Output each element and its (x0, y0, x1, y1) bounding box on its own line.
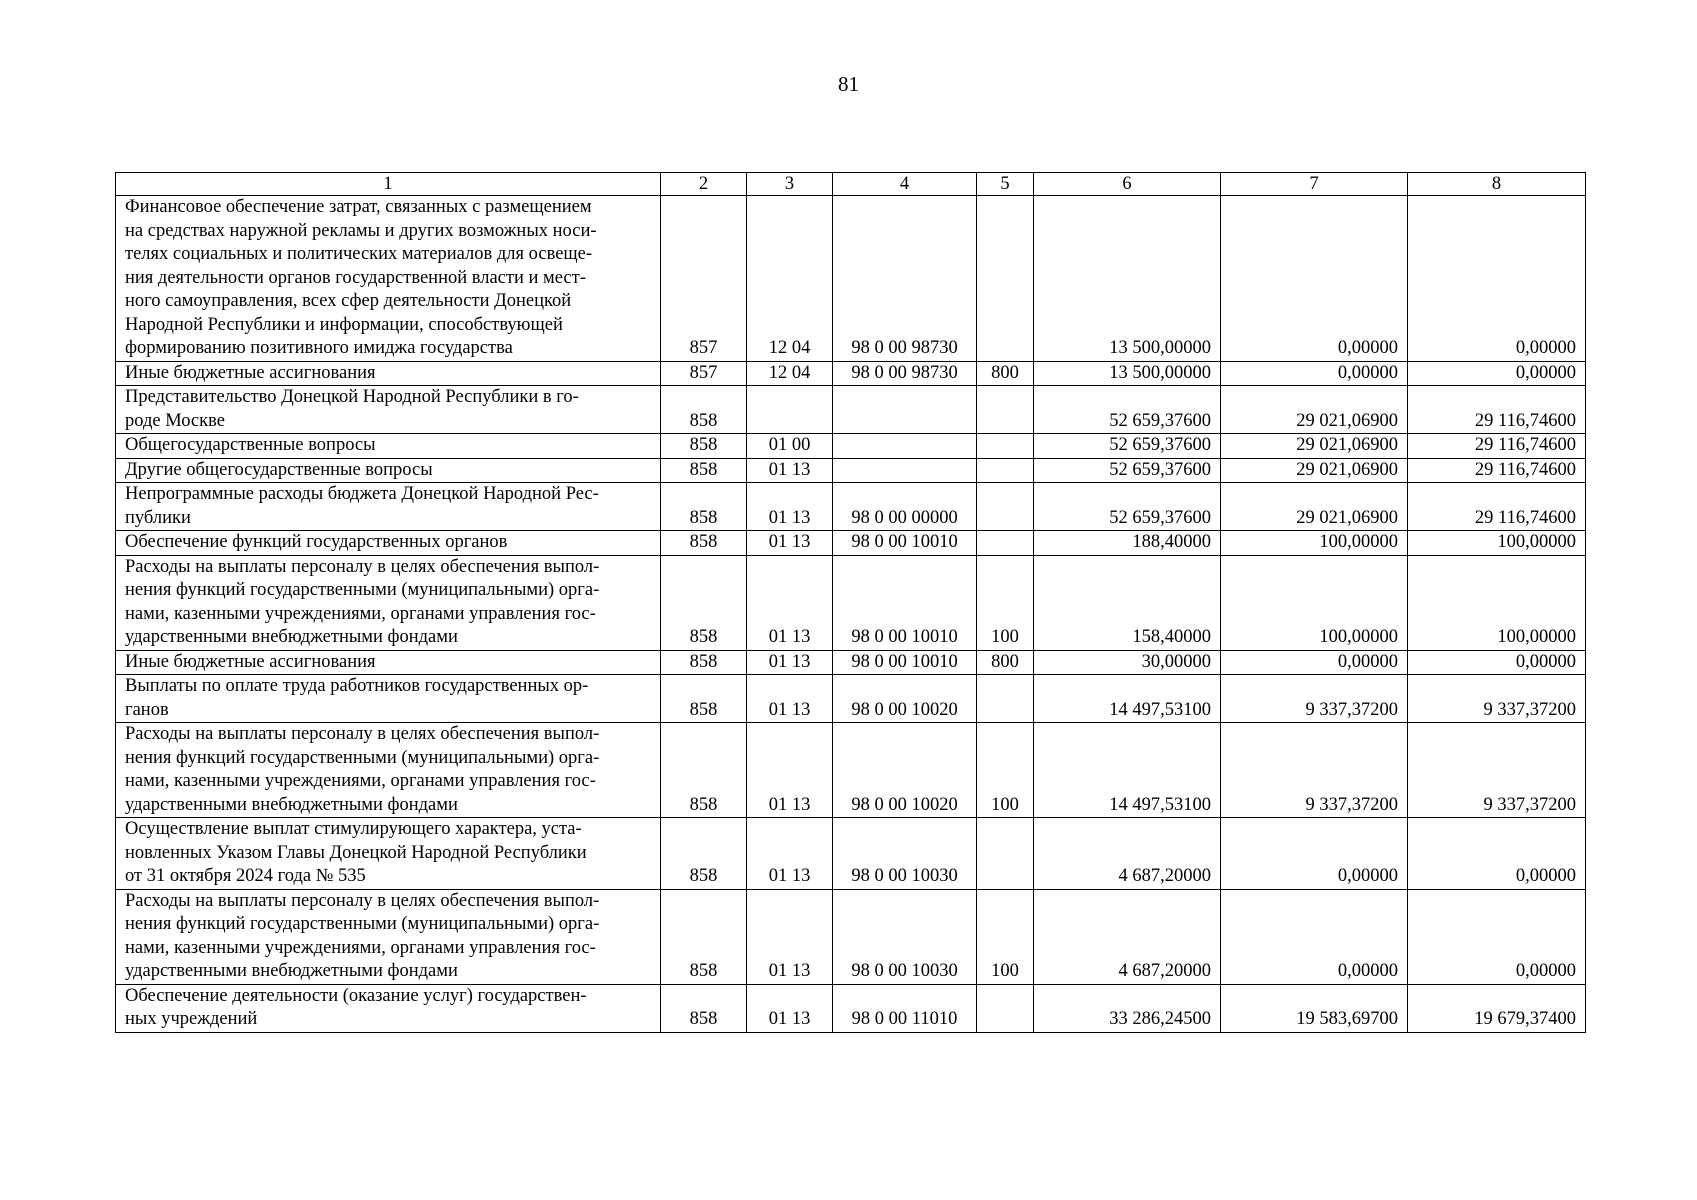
col-6-cell: 13 500,00000 (1034, 196, 1221, 362)
col-4-cell: 98 0 00 98730 (833, 196, 977, 362)
col-6-cell: 52 659,37600 (1034, 434, 1221, 459)
col-4-cell (833, 434, 977, 459)
description-line: Народной Республики и информации, способствующей (125, 314, 563, 335)
col-5-cell (977, 458, 1034, 483)
col-3-cell: 01 13 (747, 483, 833, 531)
description-line: Общегосударственные вопросы (125, 435, 376, 455)
col-7-cell: 19 583,69700 (1221, 984, 1408, 1032)
col-3-cell: 01 00 (747, 434, 833, 459)
col-2-cell: 858 (661, 531, 747, 556)
table-row (116, 434, 1586, 459)
col-3-cell: 01 13 (747, 650, 833, 675)
col-2-cell: 857 (661, 361, 747, 386)
col-3-cell: 12 04 (747, 196, 833, 362)
col-8-cell: 100,00000 (1408, 555, 1586, 650)
description-line: ных учреждений (125, 1009, 258, 1029)
description-line: Обеспечение деятельности (оказание услуг) государствен- (125, 985, 587, 1006)
col-4-cell: 98 0 00 10010 (833, 531, 977, 556)
row-description (116, 386, 661, 434)
col-4-cell: 98 0 00 10020 (833, 723, 977, 818)
description-line: ударственными внебюджетными фондами (125, 961, 458, 981)
description-line: Обеспечение функций государственных органов (125, 532, 508, 552)
col-2-cell: 858 (661, 675, 747, 723)
col-3-cell: 01 13 (747, 723, 833, 818)
col-5-cell (977, 434, 1034, 459)
col-8-cell: 100,00000 (1408, 531, 1586, 556)
col-7-cell: 29 021,06900 (1221, 483, 1408, 531)
col-5-cell: 800 (977, 650, 1034, 675)
col-6-cell: 52 659,37600 (1034, 386, 1221, 434)
col-2-cell: 858 (661, 555, 747, 650)
description-line: формированию позитивного имиджа государства (125, 338, 513, 358)
description-line: Расходы на выплаты персоналу в целях обеспечения выпол- (125, 890, 600, 911)
description-line: нами, казенными учреждениями, органами управления гос- (125, 771, 596, 791)
table-row (116, 196, 1586, 362)
col-8-cell: 19 679,37400 (1408, 984, 1586, 1032)
col-3-cell: 01 13 (747, 458, 833, 483)
col-4-cell: 98 0 00 98730 (833, 361, 977, 386)
col-8-cell: 29 116,74600 (1408, 386, 1586, 434)
row-description (116, 723, 661, 818)
col-6-cell: 158,40000 (1034, 555, 1221, 650)
col-8-cell: 0,00000 (1408, 361, 1586, 386)
col-7-cell: 0,00000 (1221, 889, 1408, 984)
col-5-cell: 100 (977, 723, 1034, 818)
col-8-cell: 0,00000 (1408, 196, 1586, 362)
row-description (116, 361, 661, 386)
col-3-cell: 01 13 (747, 531, 833, 556)
description-line: нами, казенными учреждениями, органами управления гос- (125, 937, 596, 958)
col-4-cell: 98 0 00 10010 (833, 555, 977, 650)
col-4-cell: 98 0 00 10030 (833, 889, 977, 984)
col-3-cell: 01 13 (747, 555, 833, 650)
col-8-cell: 0,00000 (1408, 818, 1586, 890)
row-description (116, 650, 661, 675)
row-description (116, 458, 661, 483)
description-line: нами, казенными учреждениями, органами управления гос- (125, 603, 596, 624)
col-7-cell: 29 021,06900 (1221, 434, 1408, 459)
row-description (116, 675, 661, 723)
table-body (116, 196, 1586, 1033)
col-8-cell: 9 337,37200 (1408, 723, 1586, 818)
col-5-cell (977, 531, 1034, 556)
description-line: Осуществление выплат стимулирующего характера, уста- (125, 819, 582, 839)
col-7-cell: 0,00000 (1221, 361, 1408, 386)
row-description (116, 889, 661, 984)
col-7-cell: 100,00000 (1221, 555, 1408, 650)
row-description (116, 555, 661, 650)
col-8-cell: 9 337,37200 (1408, 675, 1586, 723)
description-line: Непрограммные расходы бюджета Донецкой Народной Рес- (125, 484, 599, 504)
col-7-cell: 29 021,06900 (1221, 458, 1408, 483)
col-4-cell (833, 386, 977, 434)
description-line: от 31 октября 2024 года № 535 (125, 866, 366, 886)
col-3-cell: 12 04 (747, 361, 833, 386)
col-7-cell: 0,00000 (1221, 650, 1408, 675)
col-6-cell: 4 687,20000 (1034, 889, 1221, 984)
col-7-cell: 100,00000 (1221, 531, 1408, 556)
row-description (116, 434, 661, 459)
description-line: ния деятельности органов государственной власти и мест- (125, 267, 586, 288)
description-line: Иные бюджетные ассигнования (125, 362, 376, 383)
col-6-cell: 13 500,00000 (1034, 361, 1221, 386)
table-row (116, 361, 1586, 386)
table-row (116, 984, 1586, 1032)
header-col-7: 7 (1221, 173, 1408, 196)
col-2-cell: 858 (661, 723, 747, 818)
col-2-cell: 858 (661, 483, 747, 531)
col-7-cell: 0,00000 (1221, 818, 1408, 890)
col-6-cell: 33 286,24500 (1034, 984, 1221, 1032)
col-8-cell: 0,00000 (1408, 650, 1586, 675)
page-number: 81 (838, 72, 859, 96)
header-col-6: 6 (1034, 173, 1221, 196)
row-description (116, 483, 661, 531)
col-2-cell: 858 (661, 386, 747, 434)
col-6-cell: 188,40000 (1034, 531, 1221, 556)
description-line: публики (125, 507, 191, 528)
table-row (116, 555, 1586, 650)
col-4-cell: 98 0 00 10010 (833, 650, 977, 675)
col-7-cell: 9 337,37200 (1221, 675, 1408, 723)
col-5-cell: 800 (977, 361, 1034, 386)
description-line: роде Москве (125, 410, 225, 431)
col-8-cell: 29 116,74600 (1408, 434, 1586, 459)
col-6-cell: 14 497,53100 (1034, 675, 1221, 723)
col-2-cell: 858 (661, 650, 747, 675)
col-4-cell (833, 458, 977, 483)
col-3-cell (747, 386, 833, 434)
row-description (116, 531, 661, 556)
description-line: ного самоуправления, всех сфер деятельности Донецкой (125, 291, 572, 311)
table-row (116, 889, 1586, 984)
header-col-4: 4 (833, 173, 977, 196)
description-line: ударственными внебюджетными фондами (125, 627, 458, 647)
col-5-cell (977, 984, 1034, 1032)
col-8-cell: 29 116,74600 (1408, 483, 1586, 531)
description-line: Расходы на выплаты персоналу в целях обеспечения выпол- (125, 724, 600, 744)
description-line: нения функций государственными (муниципальными) орга- (125, 914, 600, 934)
description-line: новленных Указом Главы Донецкой Народной Республики (125, 842, 587, 863)
col-5-cell (977, 196, 1034, 362)
col-6-cell: 14 497,53100 (1034, 723, 1221, 818)
header-col-2: 2 (661, 173, 747, 196)
description-line: нения функций государственными (муниципальными) орга- (125, 747, 600, 768)
col-3-cell: 01 13 (747, 889, 833, 984)
col-8-cell: 0,00000 (1408, 889, 1586, 984)
description-line: Представительство Донецкой Народной Республики в го- (125, 387, 579, 407)
description-line: Расходы на выплаты персоналу в целях обеспечения выпол- (125, 556, 600, 577)
description-line: Выплаты по оплате труда работников государственных ор- (125, 676, 589, 696)
description-line: на средствах наружной рекламы и других возможных носи- (125, 220, 597, 241)
col-6-cell: 30,00000 (1034, 650, 1221, 675)
col-2-cell: 858 (661, 984, 747, 1032)
table-row (116, 386, 1586, 434)
col-5-cell (977, 818, 1034, 890)
col-7-cell: 29 021,06900 (1221, 386, 1408, 434)
col-4-cell: 98 0 00 00000 (833, 483, 977, 531)
description-line: Финансовое обеспечение затрат, связанных с размещением (125, 197, 592, 217)
description-line: ганов (125, 699, 169, 720)
header-col-5: 5 (977, 173, 1034, 196)
budget-table (115, 172, 1586, 1033)
table-row (116, 723, 1586, 818)
col-4-cell: 98 0 00 11010 (833, 984, 977, 1032)
row-description (116, 984, 661, 1032)
col-3-cell: 01 13 (747, 818, 833, 890)
col-5-cell (977, 675, 1034, 723)
table-row (116, 675, 1586, 723)
description-line: нения функций государственными (муниципальными) орга- (125, 580, 600, 600)
header-col-1: 1 (116, 173, 661, 196)
description-line: Иные бюджетные ассигнования (125, 651, 376, 672)
col-4-cell: 98 0 00 10030 (833, 818, 977, 890)
table-row (116, 483, 1586, 531)
table-row (116, 531, 1586, 556)
col-5-cell (977, 483, 1034, 531)
col-6-cell: 4 687,20000 (1034, 818, 1221, 890)
col-2-cell: 858 (661, 434, 747, 459)
col-7-cell: 0,00000 (1221, 196, 1408, 362)
col-6-cell: 52 659,37600 (1034, 458, 1221, 483)
col-7-cell: 9 337,37200 (1221, 723, 1408, 818)
table-row (116, 818, 1586, 890)
row-description (116, 196, 661, 362)
col-2-cell: 858 (661, 458, 747, 483)
table-row (116, 650, 1586, 675)
col-5-cell (977, 386, 1034, 434)
col-8-cell: 29 116,74600 (1408, 458, 1586, 483)
header-col-8: 8 (1408, 173, 1586, 196)
description-line: ударственными внебюджетными фондами (125, 794, 458, 815)
table-row (116, 458, 1586, 483)
col-4-cell: 98 0 00 10020 (833, 675, 977, 723)
description-line: телях социальных и политических материалов для освеще- (125, 244, 593, 264)
header-col-3: 3 (747, 173, 833, 196)
col-5-cell: 100 (977, 889, 1034, 984)
description-line: Другие общегосударственные вопросы (125, 459, 433, 480)
col-2-cell: 857 (661, 196, 747, 362)
col-3-cell: 01 13 (747, 984, 833, 1032)
col-2-cell: 858 (661, 889, 747, 984)
row-description (116, 818, 661, 890)
col-2-cell: 858 (661, 818, 747, 890)
table-header-row (116, 173, 1586, 196)
col-3-cell: 01 13 (747, 675, 833, 723)
col-5-cell: 100 (977, 555, 1034, 650)
col-6-cell: 52 659,37600 (1034, 483, 1221, 531)
